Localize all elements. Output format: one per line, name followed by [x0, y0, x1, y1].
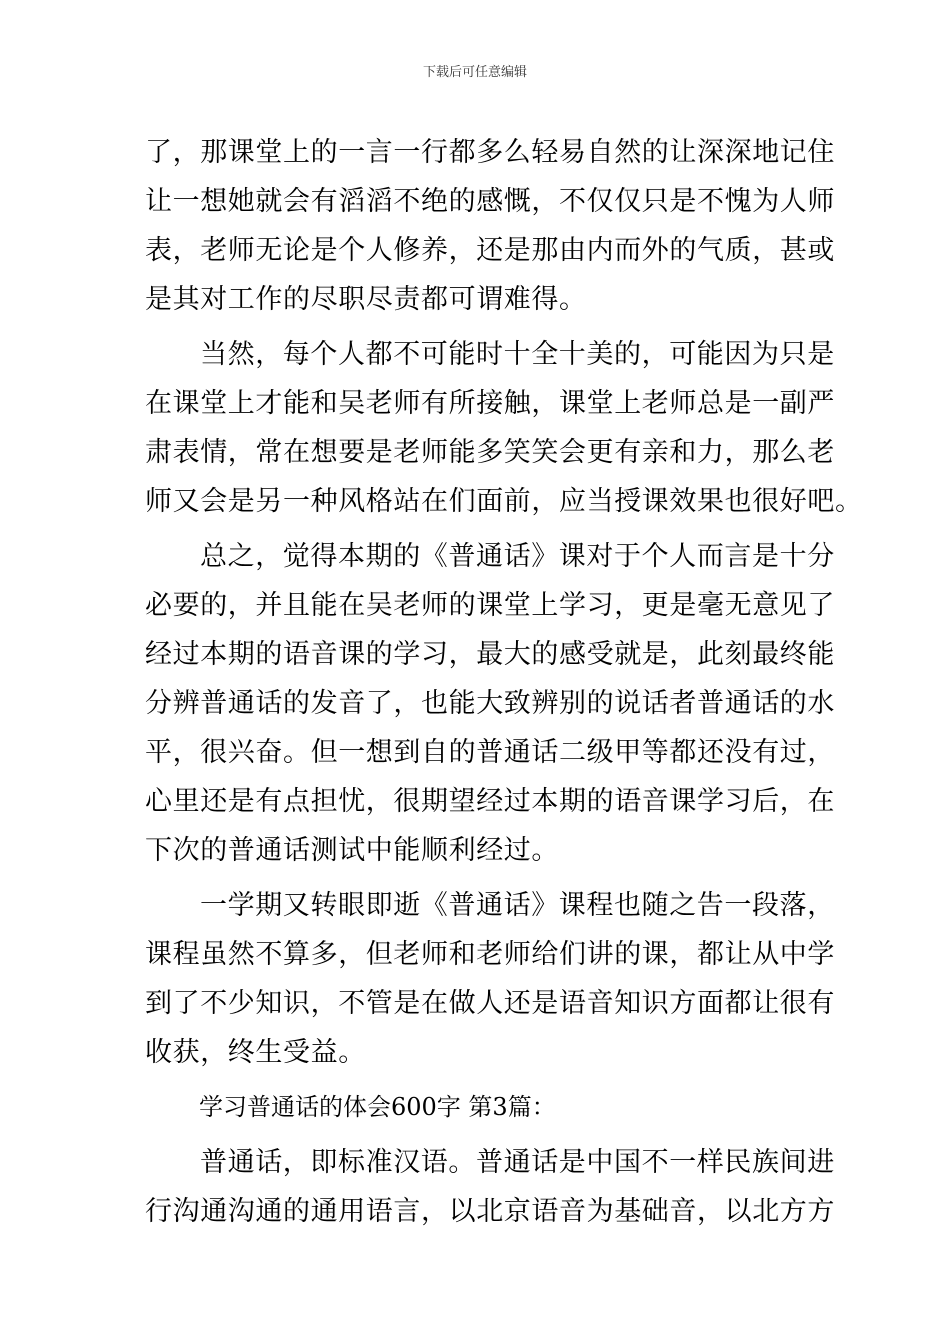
text-line: 让一想她就会有滔滔不绝的感慨，不仅仅只是不愧为人师 — [145, 186, 835, 217]
text-line: 收获，终生受益。 — [145, 1037, 366, 1068]
text-line: 下次的普通话测试中能顺利经过。 — [145, 835, 559, 866]
paragraph-4 — [145, 881, 835, 1077]
text-line: 当然，每个人都不可能时十全十美的，可能因为只是 — [200, 339, 835, 370]
text-line: 行沟通沟通的通用语言，以北京语音为基础音，以北方方 — [145, 1196, 835, 1227]
text-line: 平，很兴奋。但一想到自的普通话二级甲等都还没有过， — [145, 737, 835, 768]
text-line: 师又会是另一种风格站在们面前，应当授课效果也很好吧。 — [145, 486, 863, 517]
paragraph-5 — [145, 1138, 835, 1236]
text-line: 分辨普通话的发音了，也能大致辨别的说话者普通话的水 — [145, 688, 835, 719]
page-header: 下载后可任意编辑 — [422, 65, 527, 80]
text-line: 在课堂上才能和吴老师有所接触，课堂上老师总是一副严 — [145, 388, 835, 419]
text-line: 心里还是有点担忧，很期望经过本期的语音课学习后，在 — [145, 786, 835, 817]
text-line: 到了不少知识，不管是在做人还是语音知识方面都让很有 — [145, 988, 835, 1019]
document-body — [145, 128, 863, 1236]
text-line: 肃表情，常在想要是老师能多笑笑会更有亲和力，那么老 — [145, 437, 835, 468]
text-line: 表，老师无论是个人修养，还是那由内而外的气质，甚或 — [145, 235, 835, 266]
text-line: 一学期又转眼即逝《普通话》课程也随之告一段落， — [200, 890, 835, 921]
text-line: 必要的，并且能在吴老师的课堂上学习，更是毫无意见了 — [145, 590, 835, 621]
paragraph-2 — [145, 330, 863, 526]
text-line: 课程虽然不算多，但老师和老师给们讲的课，都让从中学 — [145, 939, 835, 970]
text-line: 总之，觉得本期的《普通话》课对于个人而言是十分 — [200, 541, 835, 572]
paragraph-1 — [145, 128, 835, 324]
text-line: 是其对工作的尽职尽责都可谓难得。 — [145, 284, 587, 315]
text-line: 经过本期的语音课的学习，最大的感受就是，此刻最终能 — [145, 639, 835, 670]
text-line: 了，那课堂上的一言一行都多么轻易自然的让深深地记住 — [145, 137, 835, 168]
text-line: 普通话，即标准汉语。普通话是中国不一样民族间进 — [200, 1147, 835, 1178]
section-heading: 学习普通话的体会600字 第3篇： — [199, 1093, 556, 1121]
paragraph-3 — [145, 532, 835, 875]
